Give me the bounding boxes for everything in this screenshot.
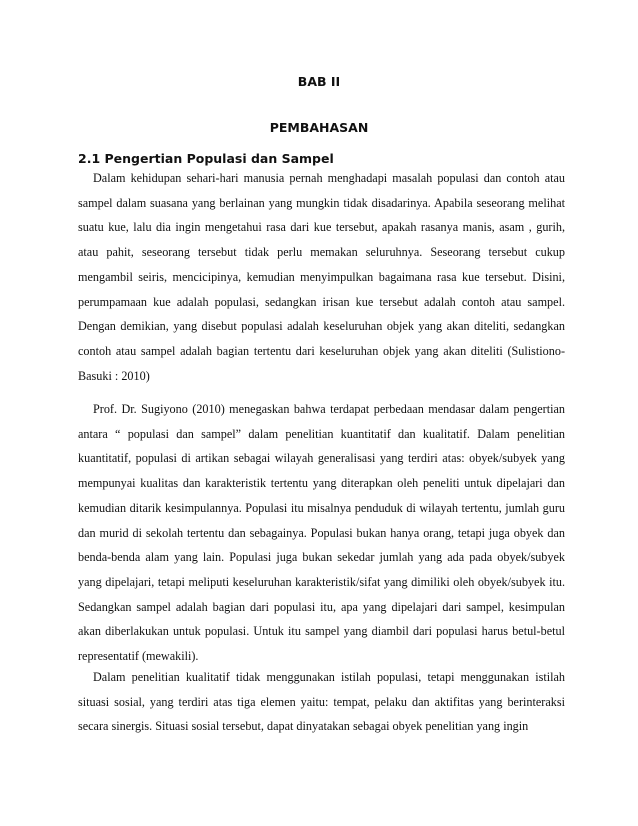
section-title: PEMBAHASAN — [269, 120, 369, 135]
paragraph: Prof. Dr. Sugiyono (2010) menegaskan bahwa terdapat perbedaan mendasar dalam pengertian antara “ populasi dan sampel” dalam penelitian kuantitatif dan kualitatif. Dalam penelitian kuantitatif, populasi di artikan sebagai wilayah generalisasi yang terdiri atas: obyek/subyek yang mempunyai kualitas dan karakteristik tertentu yang diterapkan oleh peneliti untuk dipelajari dan kemudian ditarik kesimpulannya. Populasi itu misalnya penduduk di wilayah tertentu, jumlah guru dan murid di sekolah tertentu dan sebagainya. Populasi bukan hanya orang, tetapi juga obyek dan benda-benda alam yang lain. Populasi juga bukan sekedar jumlah yang ada pada obyek/subyek yang dipelajari, tetapi meliputi keseluruhan karakteristik/sifat yang dimiliki oleh obyek/subyek itu. Sedangkan sampel adalah bagian dari populasi itu, apa yang dipelajari dari sampel, kesimpulan akan diberlakukan untuk populasi. Untuk itu sampel yang diambil dari populasi harus betul-betul representatif (mewakili). — [78, 402, 565, 664]
chapter-heading: BAB II — [297, 74, 341, 89]
paragraph: Dalam kehidupan sehari-hari manusia pernah menghadapi masalah populasi dan contoh atau sampel dalam suasana yang berlainan yang mungkin tidak disadarinya. Apabila seseorang melihat suatu kue, lalu dia ingin mengetahui rasa dari kue tersebut, apakah rasanya manis, asam , gurih, atau pahit, seseorang tersebut tidak perlu memakan seluruhnya. Seseorang tersebut cukup mengambil seiris, mencicipinya, kemudian menyimpulkan bagaimana rasa kue tersebut. Disini, perumpamaan kue adalah populasi, sedangkan irisan kue tersebut adalah contoh atau sampel. Dengan demikian, yang disebut populasi adalah keseluruhan objek yang akan diteliti, sedangkan contoh atau sampel adalah bagian tertentu dari keseluruhan objek yang akan diteliti (Sulistiono-Basuki : 2010) — [78, 171, 565, 383]
paragraph: Dalam penelitian kualitatif tidak menggunakan istilah populasi, tetapi menggunakan istilah situasi sosial, yang terdiri atas tiga elemen yaitu: tempat, pelaku dan aktifitas yang berinteraksi secara sinergis. Situasi sosial tersebut, dapat dinyatakan sebagai obyek penelitian yang ingin — [78, 670, 565, 734]
subsection-title: 2.1 Pengertian Populasi dan Sampel — [78, 151, 334, 166]
